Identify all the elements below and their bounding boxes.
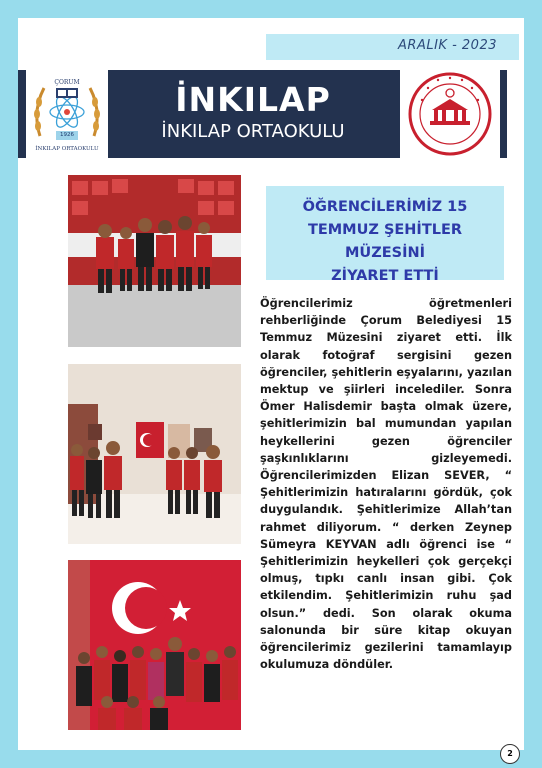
- ministry-seal: [400, 66, 500, 162]
- headline-box: [266, 186, 504, 284]
- newsletter-subtitle: İNKILAP ORTAOKULU: [161, 121, 345, 142]
- logo-year: 1926: [56, 131, 78, 140]
- headline-line-2: TEMMUZ ŞEHİTLER MÜZESİNİ: [307, 222, 463, 261]
- school-logo: [26, 66, 108, 162]
- header-left-edge: [18, 70, 22, 158]
- article-headline: [266, 196, 504, 288]
- headline-line-1: ÖĞRENCİLERİMİZ 15: [302, 199, 468, 215]
- photo-group-flag: [68, 560, 241, 730]
- logo-school-name: İNKILAP ORTAOKULU: [35, 146, 99, 152]
- article-body: Öğrencilerimiz öğretmenleri rehberliğinde Çorum Belediyesi 15 Temmuz Müzesini ziyaret etti. İlk olarak fotoğraf sergisini gezen öğrenciler, şehitlerin eşyalarını, yazılan mektup ve şiirleri incelediler. Sonra Ömer Halisdemir başta olmak üzere, şehitlerimizin bal mumundan yapılan heykellerini gezen öğrenciler şaşkınlıklarını gizleyemedi. Öğrencilerimizden Elizan SEVER, “ Şehitlerimizin hatıralarını gördük, çok duygulandık. Şehitlerimize Allah’tan rahmet diliyorum. “ derken Zeynep Sümeyra KEYVAN adlı öğrenci ise “ Şehitlerimizin heykelleri çok gerçekçi olmuş, tıpkı canlı insan gibi. Çok etkilendim. Şehitlerimizin ruhu şad olsun.” dedi. Son olarak okuma salonunda bir süre kitap okuyan öğrencilerimiz gezilerini tamamlayıp okulumuza döndüler.: [260, 297, 512, 672]
- ministry-seal-icon: [400, 66, 500, 162]
- newsletter-title: İNKILAP: [175, 80, 331, 119]
- photo-group-outside: [68, 175, 241, 347]
- photo-group-museum-hall: [68, 364, 241, 544]
- logo-city: ÇORUM: [54, 79, 80, 86]
- headline-line-3: ZİYARET ETTİ: [331, 268, 439, 284]
- date-band: [266, 34, 519, 60]
- issue-date: ARALIK - 2023: [398, 38, 497, 53]
- page-number: 2: [500, 744, 520, 764]
